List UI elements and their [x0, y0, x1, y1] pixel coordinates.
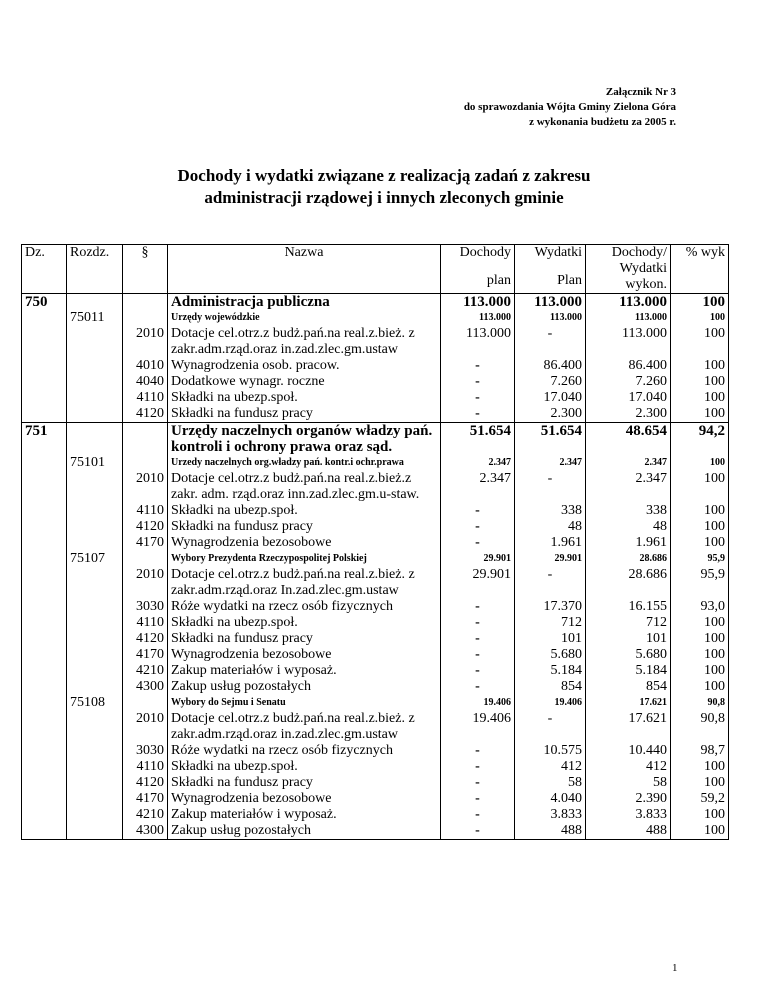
cell-pct: 100	[671, 615, 729, 631]
cell-wyk: 2.347	[586, 455, 671, 471]
cell-doch: 19.406	[441, 711, 515, 743]
cell-wyk: 16.155	[586, 599, 671, 615]
cell-doch: -	[441, 390, 515, 406]
cell-par: 4170	[123, 535, 168, 551]
header-dochody: Dochody plan	[441, 245, 515, 294]
cell-pct: 100	[671, 823, 729, 840]
cell-wyk: 17.621	[586, 711, 671, 743]
cell-dz	[22, 775, 67, 791]
cell-wyd: 712	[515, 615, 586, 631]
cell-rozdz	[67, 423, 123, 456]
cell-dz	[22, 615, 67, 631]
cell-pct: 95,9	[671, 567, 729, 599]
cell-pct: 100	[671, 519, 729, 535]
cell-rozdz	[67, 663, 123, 679]
cell-rozdz	[67, 823, 123, 840]
cell-dz	[22, 551, 67, 567]
cell-doch: -	[441, 679, 515, 695]
cell-par: 4300	[123, 679, 168, 695]
cell-doch: 19.406	[441, 695, 515, 711]
cell-doch: 29.901	[441, 567, 515, 599]
cell-wyk: 5.680	[586, 647, 671, 663]
annex-line-1: Załącznik Nr 3	[605, 86, 676, 98]
cell-nazwa: Składki na ubezp.społ.	[168, 390, 441, 406]
cell-nazwa: Administracja publiczna	[168, 294, 441, 311]
cell-wyd: 86.400	[515, 358, 586, 374]
table-row	[22, 310, 729, 326]
cell-wyd: 5.680	[515, 647, 586, 663]
cell-doch: 2.347	[441, 471, 515, 503]
cell-dz	[22, 807, 67, 823]
cell-dz	[22, 406, 67, 423]
cell-nazwa: Składki na fundusz pracy	[168, 519, 441, 535]
cell-par	[123, 551, 168, 567]
table-row	[22, 503, 729, 519]
cell-wyd: 1.961	[515, 535, 586, 551]
cell-rozdz	[67, 759, 123, 775]
cell-par: 4110	[123, 503, 168, 519]
cell-dz	[22, 358, 67, 374]
cell-doch: -	[441, 358, 515, 374]
cell-wyk: 488	[586, 823, 671, 840]
cell-par: 4120	[123, 631, 168, 647]
cell-nazwa: Urzędy wojewódzkie	[168, 310, 441, 326]
cell-par: 4010	[123, 358, 168, 374]
cell-wyk: 28.686	[586, 551, 671, 567]
cell-pct: 100	[671, 759, 729, 775]
cell-nazwa: Dotacje cel.otrz.z budż.pań.na real.z.bież. z zakr.adm.rząd.oraz In.zad.zlec.gm.ustaw	[168, 567, 441, 599]
cell-nazwa: Wybory Prezydenta Rzeczypospolitej Polskiej	[168, 551, 441, 567]
cell-dz	[22, 326, 67, 358]
cell-par: 4120	[123, 775, 168, 791]
cell-nazwa: Składki na fundusz pracy	[168, 775, 441, 791]
cell-nazwa: Róże wydatki na rzecz osób fizycznych	[168, 599, 441, 615]
cell-wyd: 19.406	[515, 695, 586, 711]
cell-rozdz	[67, 807, 123, 823]
cell-rozdz	[67, 599, 123, 615]
cell-doch: -	[441, 647, 515, 663]
cell-pct: 100	[671, 374, 729, 390]
table-row	[22, 743, 729, 759]
cell-par	[123, 695, 168, 711]
table-row	[22, 791, 729, 807]
title-line-1: Dochody i wydatki związane z realizacją zadań z zakresu	[177, 166, 591, 185]
cell-doch: 113.000	[441, 310, 515, 326]
cell-wyd: 17.370	[515, 599, 586, 615]
table-row	[22, 807, 729, 823]
cell-dz	[22, 390, 67, 406]
cell-dz	[22, 679, 67, 695]
table-row	[22, 535, 729, 551]
cell-wyd: 17.040	[515, 390, 586, 406]
cell-wyd: 854	[515, 679, 586, 695]
table-row	[22, 647, 729, 663]
cell-dz: 750	[22, 294, 67, 311]
cell-wyk: 338	[586, 503, 671, 519]
cell-pct: 100	[671, 406, 729, 423]
cell-dz: 751	[22, 423, 67, 456]
cell-doch: -	[441, 663, 515, 679]
cell-par	[123, 423, 168, 456]
cell-wyd: 113.000	[515, 310, 586, 326]
cell-doch: -	[441, 823, 515, 840]
table-row	[22, 567, 729, 599]
cell-doch: -	[441, 535, 515, 551]
cell-wyk: 7.260	[586, 374, 671, 390]
cell-nazwa: Składki na ubezp.społ.	[168, 503, 441, 519]
cell-pct: 100	[671, 326, 729, 358]
cell-rozdz	[67, 294, 123, 311]
annex-line-3: z wykonania budżetu za 2005 r.	[529, 116, 676, 128]
cell-dz	[22, 791, 67, 807]
cell-wyd: 3.833	[515, 807, 586, 823]
annex-note	[464, 85, 676, 130]
cell-wyk: 1.961	[586, 535, 671, 551]
cell-doch: 29.901	[441, 551, 515, 567]
cell-nazwa: Wynagrodzenia bezosobowe	[168, 535, 441, 551]
cell-par: 4110	[123, 390, 168, 406]
cell-wyd: 29.901	[515, 551, 586, 567]
cell-rozdz: 75101	[67, 455, 123, 471]
cell-doch: 113.000	[441, 294, 515, 311]
cell-wyk: 10.440	[586, 743, 671, 759]
cell-nazwa: Dotacje cel.otrz.z budż.pań.na real.z.bież.z zakr. adm. rząd.oraz inn.zad.zlec.gm.u-staw.	[168, 471, 441, 503]
cell-dz	[22, 647, 67, 663]
cell-rozdz	[67, 743, 123, 759]
table-row	[22, 294, 729, 311]
cell-nazwa: Wynagrodzenia osob. pracow.	[168, 358, 441, 374]
cell-rozdz: 75107	[67, 551, 123, 567]
cell-dz	[22, 711, 67, 743]
cell-par	[123, 310, 168, 326]
cell-par: 4120	[123, 406, 168, 423]
table-row	[22, 406, 729, 423]
document-title	[0, 165, 768, 209]
cell-wyk: 17.621	[586, 695, 671, 711]
cell-rozdz	[67, 647, 123, 663]
cell-doch: -	[441, 615, 515, 631]
cell-pct: 100	[671, 503, 729, 519]
cell-nazwa: Dotacje cel.otrz.z budż.pań.na real.z.bież. z zakr.adm.rząd.oraz in.zad.zlec.gm.ustaw	[168, 326, 441, 358]
table-row	[22, 631, 729, 647]
cell-wyk: 854	[586, 679, 671, 695]
cell-par: 4110	[123, 759, 168, 775]
cell-rozdz	[67, 519, 123, 535]
cell-wyk: 48	[586, 519, 671, 535]
cell-doch: -	[441, 759, 515, 775]
cell-doch: -	[441, 374, 515, 390]
cell-wyd: 48	[515, 519, 586, 535]
cell-wyd: 2.347	[515, 455, 586, 471]
budget-table	[21, 244, 729, 840]
cell-par: 4300	[123, 823, 168, 840]
cell-pct: 95,9	[671, 551, 729, 567]
table-row	[22, 374, 729, 390]
cell-wyk: 3.833	[586, 807, 671, 823]
cell-doch: 51.654	[441, 423, 515, 456]
cell-doch: -	[441, 406, 515, 423]
cell-dz	[22, 519, 67, 535]
table-row	[22, 823, 729, 840]
cell-rozdz	[67, 390, 123, 406]
title-line-2: administracji rządowej i innych zleconych gminie	[204, 188, 564, 207]
cell-rozdz	[67, 615, 123, 631]
cell-wyk: 712	[586, 615, 671, 631]
cell-wyd: 101	[515, 631, 586, 647]
cell-rozdz: 75011	[67, 310, 123, 326]
cell-nazwa: Składki na fundusz pracy	[168, 406, 441, 423]
header-nazwa: Nazwa	[168, 245, 441, 294]
header-wydatki: Wydatki Plan	[515, 245, 586, 294]
cell-par: 4210	[123, 663, 168, 679]
cell-doch: -	[441, 743, 515, 759]
cell-rozdz	[67, 791, 123, 807]
cell-wyd: 5.184	[515, 663, 586, 679]
cell-pct: 100	[671, 358, 729, 374]
cell-nazwa: Wynagrodzenia bezosobowe	[168, 647, 441, 663]
cell-wyk: 101	[586, 631, 671, 647]
cell-wyk: 113.000	[586, 326, 671, 358]
cell-par: 2010	[123, 711, 168, 743]
cell-rozdz	[67, 631, 123, 647]
table-row	[22, 679, 729, 695]
cell-dz	[22, 310, 67, 326]
cell-par	[123, 455, 168, 471]
cell-pct: 100	[671, 310, 729, 326]
table-row	[22, 471, 729, 503]
table-row	[22, 663, 729, 679]
cell-rozdz	[67, 326, 123, 358]
cell-nazwa: Wynagrodzenia bezosobowe	[168, 791, 441, 807]
cell-wyd: -	[515, 471, 586, 503]
cell-rozdz	[67, 374, 123, 390]
table-row	[22, 326, 729, 358]
cell-wyd: 113.000	[515, 294, 586, 311]
cell-wyk: 2.300	[586, 406, 671, 423]
table-header-row	[22, 245, 729, 294]
cell-wyk: 28.686	[586, 567, 671, 599]
cell-doch: 113.000	[441, 326, 515, 358]
cell-wyk: 2.347	[586, 471, 671, 503]
cell-dz	[22, 823, 67, 840]
cell-wyd: 10.575	[515, 743, 586, 759]
header-rozdz: Rozdz.	[67, 245, 123, 294]
cell-rozdz: 75108	[67, 695, 123, 711]
table-row	[22, 695, 729, 711]
cell-pct: 98,7	[671, 743, 729, 759]
cell-dz	[22, 599, 67, 615]
cell-nazwa: Zakup materiałów i wyposaż.	[168, 663, 441, 679]
cell-wyd: -	[515, 711, 586, 743]
cell-rozdz	[67, 471, 123, 503]
cell-nazwa: Zakup usług pozostałych	[168, 679, 441, 695]
cell-pct: 94,2	[671, 423, 729, 456]
cell-par: 4170	[123, 647, 168, 663]
cell-wyd: 412	[515, 759, 586, 775]
cell-pct: 100	[671, 631, 729, 647]
cell-wyd: 51.654	[515, 423, 586, 456]
cell-doch: -	[441, 791, 515, 807]
cell-nazwa: Zakup materiałów i wyposaż.	[168, 807, 441, 823]
cell-nazwa: Zakup usług pozostałych	[168, 823, 441, 840]
cell-par: 2010	[123, 567, 168, 599]
cell-doch: -	[441, 599, 515, 615]
cell-dz	[22, 759, 67, 775]
cell-pct: 93,0	[671, 599, 729, 615]
cell-par: 4040	[123, 374, 168, 390]
cell-rozdz	[67, 406, 123, 423]
cell-pct: 100	[671, 663, 729, 679]
cell-pct: 90,8	[671, 695, 729, 711]
cell-pct: 100	[671, 647, 729, 663]
table-row	[22, 423, 729, 456]
cell-dz	[22, 631, 67, 647]
cell-wyk: 48.654	[586, 423, 671, 456]
cell-rozdz	[67, 567, 123, 599]
cell-par: 4210	[123, 807, 168, 823]
cell-dz	[22, 535, 67, 551]
cell-par: 4110	[123, 615, 168, 631]
table-row	[22, 519, 729, 535]
cell-pct: 100	[671, 535, 729, 551]
cell-wyk: 58	[586, 775, 671, 791]
cell-wyk: 2.390	[586, 791, 671, 807]
cell-pct: 100	[671, 807, 729, 823]
table-row	[22, 615, 729, 631]
page-number: 1	[672, 962, 678, 974]
cell-par	[123, 294, 168, 311]
cell-dz	[22, 455, 67, 471]
cell-pct: 100	[671, 471, 729, 503]
cell-pct: 100	[671, 455, 729, 471]
cell-pct: 90,8	[671, 711, 729, 743]
table-row	[22, 358, 729, 374]
cell-wyk: 86.400	[586, 358, 671, 374]
cell-wyk: 113.000	[586, 294, 671, 311]
cell-wyk: 113.000	[586, 310, 671, 326]
header-paragraph: §	[123, 245, 168, 294]
header-dz: Dz.	[22, 245, 67, 294]
cell-dz	[22, 695, 67, 711]
cell-dz	[22, 503, 67, 519]
table-row	[22, 390, 729, 406]
cell-wyd: 338	[515, 503, 586, 519]
cell-rozdz	[67, 358, 123, 374]
cell-dz	[22, 663, 67, 679]
cell-doch: -	[441, 631, 515, 647]
cell-rozdz	[67, 535, 123, 551]
cell-rozdz	[67, 503, 123, 519]
cell-doch: 2.347	[441, 455, 515, 471]
cell-wyd: 2.300	[515, 406, 586, 423]
cell-wyd: 488	[515, 823, 586, 840]
cell-rozdz	[67, 711, 123, 743]
cell-nazwa: Składki na fundusz pracy	[168, 631, 441, 647]
table-row	[22, 551, 729, 567]
cell-nazwa: Urzędy naczelnych organów władzy pań. kontroli i ochrony prawa oraz sąd.	[168, 423, 441, 456]
cell-wyd: -	[515, 326, 586, 358]
cell-wyd: 7.260	[515, 374, 586, 390]
cell-doch: -	[441, 807, 515, 823]
table-row	[22, 775, 729, 791]
cell-nazwa: Róże wydatki na rzecz osób fizycznych	[168, 743, 441, 759]
cell-dz	[22, 471, 67, 503]
cell-wyk: 5.184	[586, 663, 671, 679]
cell-doch: -	[441, 503, 515, 519]
cell-doch: -	[441, 775, 515, 791]
cell-par: 4120	[123, 519, 168, 535]
annex-line-2: do sprawozdania Wójta Gminy Zielona Góra	[463, 101, 676, 113]
cell-wyd: 4.040	[515, 791, 586, 807]
cell-rozdz	[67, 679, 123, 695]
cell-par: 2010	[123, 326, 168, 358]
cell-wyd: 58	[515, 775, 586, 791]
cell-nazwa: Dodatkowe wynagr. roczne	[168, 374, 441, 390]
cell-dz	[22, 374, 67, 390]
cell-pct: 100	[671, 294, 729, 311]
cell-par: 3030	[123, 599, 168, 615]
cell-nazwa: Wybory do Sejmu i Senatu	[168, 695, 441, 711]
cell-pct: 100	[671, 390, 729, 406]
cell-par: 3030	[123, 743, 168, 759]
table-row	[22, 759, 729, 775]
table-row	[22, 455, 729, 471]
cell-pct: 59,2	[671, 791, 729, 807]
cell-nazwa: Składki na ubezp.społ.	[168, 759, 441, 775]
cell-dz	[22, 567, 67, 599]
cell-pct: 100	[671, 775, 729, 791]
cell-rozdz	[67, 775, 123, 791]
cell-pct: 100	[671, 679, 729, 695]
cell-doch: -	[441, 519, 515, 535]
header-percent: % wyk	[671, 245, 729, 294]
cell-nazwa: Urzedy naczelnych org.władzy pań. kontr.i ochr.prawa	[168, 455, 441, 471]
table-row	[22, 711, 729, 743]
cell-dz	[22, 743, 67, 759]
cell-wyk: 412	[586, 759, 671, 775]
table-row	[22, 599, 729, 615]
cell-nazwa: Składki na ubezp.społ.	[168, 615, 441, 631]
header-wykonanie: Dochody/ Wydatki wykon.	[586, 245, 671, 294]
cell-par: 2010	[123, 471, 168, 503]
cell-wyk: 17.040	[586, 390, 671, 406]
cell-wyd: -	[515, 567, 586, 599]
cell-nazwa: Dotacje cel.otrz.z budż.pań.na real.z.bież. z zakr.adm.rząd.oraz in.zad.zlec.gm.ustaw	[168, 711, 441, 743]
cell-par: 4170	[123, 791, 168, 807]
